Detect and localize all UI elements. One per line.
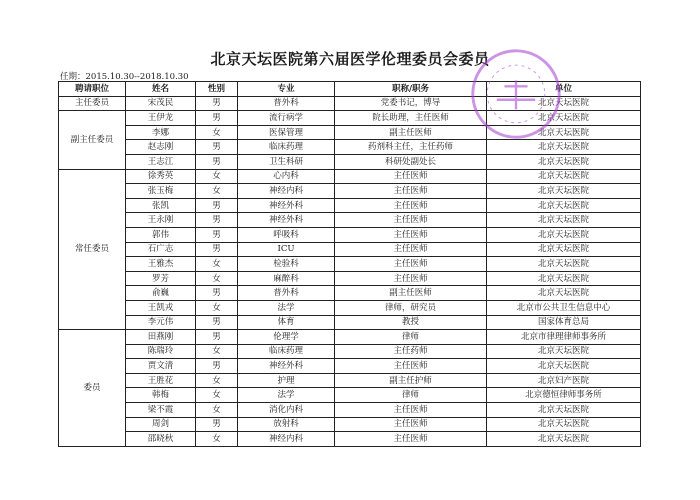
- member-name: 王志江: [126, 154, 196, 169]
- member-gender: 男: [196, 242, 238, 257]
- member-name: 张玉梅: [126, 184, 196, 199]
- member-unit: 国家体育总局: [487, 315, 641, 330]
- member-title: 律师，研究员: [335, 300, 487, 315]
- member-gender: 男: [196, 96, 238, 111]
- member-unit: 北京天坛医院: [487, 242, 641, 257]
- member-name: 宋茂民: [126, 96, 196, 111]
- member-gender: 女: [196, 169, 238, 184]
- member-name: 徐秀英: [126, 169, 196, 184]
- table-row: [59, 403, 641, 418]
- member-specialty: 神经内科: [238, 184, 335, 199]
- table-row: [59, 184, 641, 199]
- committee-table: [58, 81, 641, 447]
- header-name: 姓名: [126, 82, 196, 97]
- member-gender: 女: [196, 257, 238, 272]
- member-unit: 北京天坛医院: [487, 184, 641, 199]
- member-gender: 男: [196, 330, 238, 345]
- member-specialty: ICU: [238, 242, 335, 257]
- member-unit: 北京德恒律师事务所: [487, 388, 641, 403]
- table-row: [59, 300, 641, 315]
- member-gender: 男: [196, 315, 238, 330]
- header-gender: 性别: [196, 82, 238, 97]
- member-name: 李娜: [126, 125, 196, 140]
- table-row: [59, 330, 641, 345]
- header-role: 聘请职位: [59, 82, 126, 97]
- member-gender: 男: [196, 154, 238, 169]
- member-name: 王伊龙: [126, 111, 196, 126]
- member-name: 周剑: [126, 417, 196, 432]
- table-row: [59, 213, 641, 228]
- member-title: 主任医师: [335, 359, 487, 374]
- member-title: 主任医师: [335, 417, 487, 432]
- member-specialty: 临床药理: [238, 344, 335, 359]
- table-row: [59, 344, 641, 359]
- header-specialty: 专业: [238, 82, 335, 97]
- member-unit: 北京妇产医院: [487, 373, 641, 388]
- member-specialty: 检验科: [238, 257, 335, 272]
- member-title: 主任医师: [335, 432, 487, 447]
- member-specialty: 神经外科: [238, 213, 335, 228]
- member-unit: 北京天坛医院: [487, 403, 641, 418]
- member-title: 副主任护师: [335, 373, 487, 388]
- member-unit: 北京天坛医院: [487, 344, 641, 359]
- member-title: 副主任医师: [335, 125, 487, 140]
- table-row: [59, 271, 641, 286]
- header-title: 职称/职务: [335, 82, 487, 97]
- term-period: 任期：2015.10.30--2018.10.30: [60, 72, 189, 82]
- member-title: 主任医师: [335, 198, 487, 213]
- member-gender: 女: [196, 184, 238, 199]
- member-specialty: 法学: [238, 300, 335, 315]
- member-title: 党委书记，博导: [335, 96, 487, 111]
- member-title: 主任医师: [335, 184, 487, 199]
- table-row: [59, 388, 641, 403]
- member-title: 主任医师: [335, 242, 487, 257]
- member-title: 主任医师: [335, 257, 487, 272]
- member-title: 副主任医师: [335, 286, 487, 301]
- member-specialty: 临床药理: [238, 140, 335, 155]
- member-unit: 北京天坛医院: [487, 125, 641, 140]
- member-title: 主任医师: [335, 271, 487, 286]
- member-name: 石广志: [126, 242, 196, 257]
- member-name: 王胜花: [126, 373, 196, 388]
- member-specialty: 卫生科研: [238, 154, 335, 169]
- member-gender: 女: [196, 403, 238, 418]
- member-gender: 女: [196, 300, 238, 315]
- member-title: 主任医师: [335, 213, 487, 228]
- member-name: 梁不霞: [126, 403, 196, 418]
- table-row: [59, 140, 641, 155]
- table-row: [59, 169, 641, 184]
- table-row: [59, 154, 641, 169]
- member-name: 王永刚: [126, 213, 196, 228]
- member-name: 张凯: [126, 198, 196, 213]
- member-gender: 男: [196, 227, 238, 242]
- member-name: 郭伟: [126, 227, 196, 242]
- member-specialty: 神经外科: [238, 359, 335, 374]
- member-gender: 女: [196, 271, 238, 286]
- member-specialty: 麻醉科: [238, 271, 335, 286]
- member-specialty: 神经外科: [238, 198, 335, 213]
- member-unit: 北京天坛医院: [487, 257, 641, 272]
- member-unit: 北京天坛医院: [487, 227, 641, 242]
- member-specialty: 神经内科: [238, 432, 335, 447]
- member-specialty: 消化内科: [238, 403, 335, 418]
- member-name: 赵志刚: [126, 140, 196, 155]
- member-unit: 北京天坛医院: [487, 271, 641, 286]
- member-unit: 北京天坛医院: [487, 96, 641, 111]
- table-row: [59, 242, 641, 257]
- member-title: 主任药师: [335, 344, 487, 359]
- member-specialty: 呼吸科: [238, 227, 335, 242]
- member-specialty: 医保管理: [238, 125, 335, 140]
- member-unit: 北京天坛医院: [487, 359, 641, 374]
- member-specialty: 伦理学: [238, 330, 335, 345]
- member-gender: 女: [196, 388, 238, 403]
- member-gender: 男: [196, 198, 238, 213]
- member-unit: 北京天坛医院: [487, 111, 641, 126]
- member-unit: 北京天坛医院: [487, 432, 641, 447]
- member-title: 主任医师: [335, 227, 487, 242]
- role-cell: 副主任委员: [59, 111, 126, 169]
- member-specialty: 普外科: [238, 286, 335, 301]
- member-gender: 男: [196, 213, 238, 228]
- member-unit: 北京天坛医院: [487, 140, 641, 155]
- member-gender: 女: [196, 373, 238, 388]
- member-specialty: 放射科: [238, 417, 335, 432]
- member-name: 俞巍: [126, 286, 196, 301]
- member-specialty: 体育: [238, 315, 335, 330]
- member-specialty: 护理: [238, 373, 335, 388]
- role-cell: 常任委员: [59, 169, 126, 330]
- member-unit: 北京天坛医院: [487, 286, 641, 301]
- role-cell: 委员: [59, 330, 126, 447]
- member-unit: 北京市公共卫生信息中心: [487, 300, 641, 315]
- member-gender: 男: [196, 111, 238, 126]
- member-unit: 北京天坛医院: [487, 169, 641, 184]
- table-row: [59, 125, 641, 140]
- role-cell: 主任委员: [59, 96, 126, 111]
- member-title: 主任医师: [335, 169, 487, 184]
- member-title: 主任医师: [335, 403, 487, 418]
- table-row: [59, 373, 641, 388]
- table-row: [59, 417, 641, 432]
- table-header-row: [59, 82, 641, 97]
- table-row: [59, 96, 641, 111]
- member-unit: 北京天坛医院: [487, 213, 641, 228]
- member-name: 王凯戎: [126, 300, 196, 315]
- member-name: 李元伟: [126, 315, 196, 330]
- member-gender: 女: [196, 432, 238, 447]
- member-title: 律师: [335, 388, 487, 403]
- page-title: 北京天坛医院第六届医学伦理委员会委员: [210, 50, 490, 68]
- table-row: [59, 315, 641, 330]
- member-unit: 北京天坛医院: [487, 417, 641, 432]
- member-specialty: 普外科: [238, 96, 335, 111]
- member-gender: 男: [196, 417, 238, 432]
- member-title: 律师: [335, 330, 487, 345]
- table-row: [59, 286, 641, 301]
- table-row: [59, 257, 641, 272]
- table-row: [59, 227, 641, 242]
- member-title: 药剂科主任，主任药师: [335, 140, 487, 155]
- header-unit: 单位: [487, 82, 641, 97]
- member-gender: 男: [196, 140, 238, 155]
- member-gender: 女: [196, 125, 238, 140]
- member-specialty: 法学: [238, 388, 335, 403]
- table-row: [59, 359, 641, 374]
- member-name: 田燕刚: [126, 330, 196, 345]
- table-row: [59, 198, 641, 213]
- member-unit: 北京天坛医院: [487, 154, 641, 169]
- member-unit: 北京市律理律师事务所: [487, 330, 641, 345]
- table-row: [59, 432, 641, 447]
- member-name: 王雅杰: [126, 257, 196, 272]
- member-title: 院长助理，主任医师: [335, 111, 487, 126]
- member-name: 韩梅: [126, 388, 196, 403]
- member-gender: 男: [196, 286, 238, 301]
- member-title: 教授: [335, 315, 487, 330]
- member-gender: 男: [196, 359, 238, 374]
- member-unit: 北京天坛医院: [487, 198, 641, 213]
- member-specialty: 流行病学: [238, 111, 335, 126]
- table-row: [59, 111, 641, 126]
- member-name: 罗芳: [126, 271, 196, 286]
- member-title: 科研处副处长: [335, 154, 487, 169]
- member-specialty: 心内科: [238, 169, 335, 184]
- member-name: 贾文清: [126, 359, 196, 374]
- member-gender: 女: [196, 344, 238, 359]
- member-name: 邵晓秋: [126, 432, 196, 447]
- member-name: 陈瑞玲: [126, 344, 196, 359]
